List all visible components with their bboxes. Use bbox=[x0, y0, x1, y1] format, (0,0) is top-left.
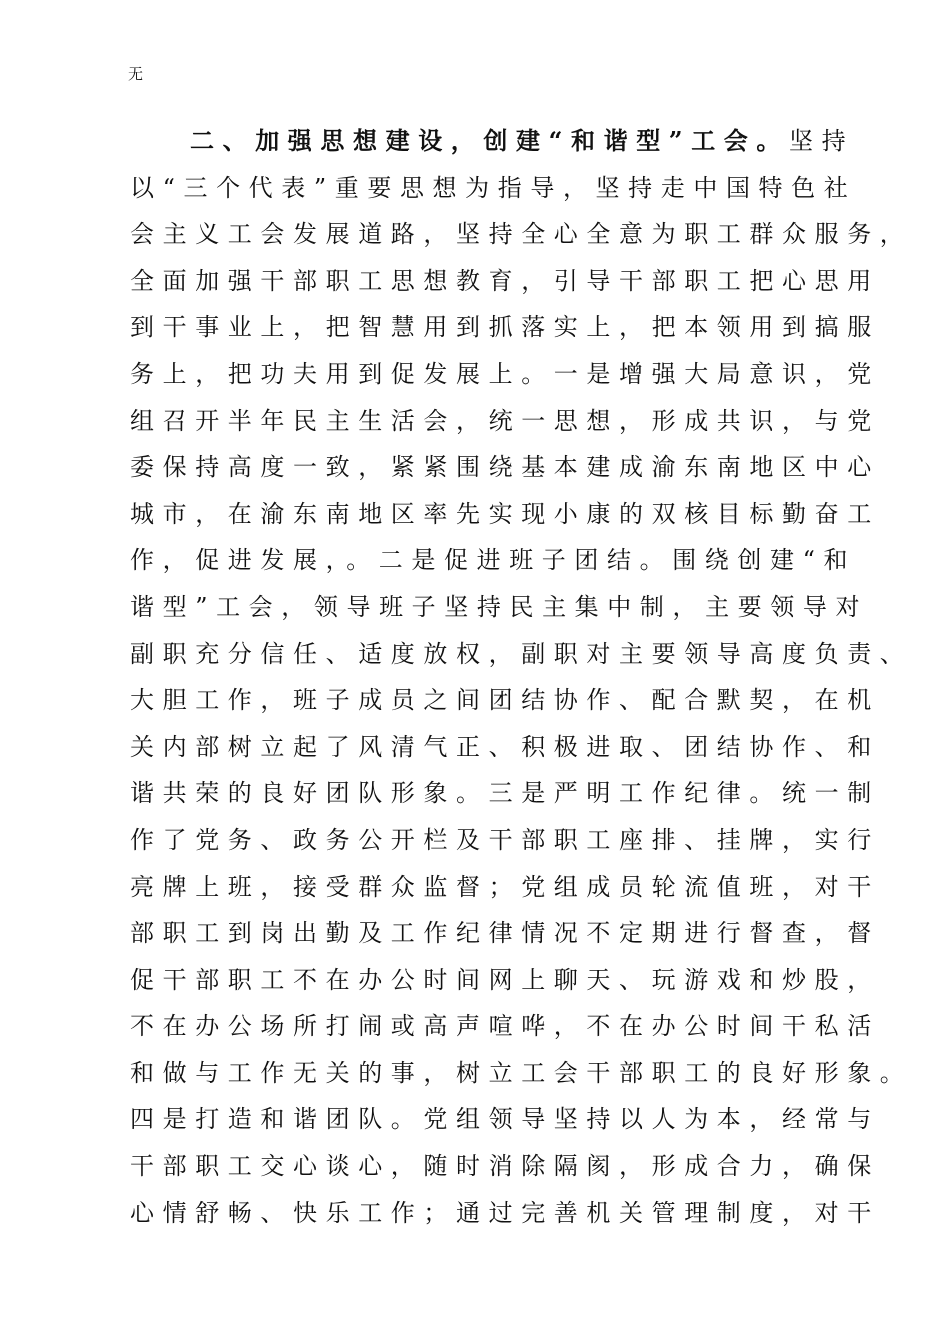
paragraph-line: 城市，在渝东南地区率先实现小康的双核目标勤奋工 bbox=[130, 499, 880, 528]
paragraph-line: 心情舒畅、快乐工作；通过完善机关管理制度，对干 bbox=[130, 1198, 880, 1227]
paragraph-line: 大胆工作，班子成员之间团结协作、配合默契，在机 bbox=[130, 686, 880, 715]
paragraph-line: 作了党务、政务公开栏及干部职工座排、挂牌，实行 bbox=[130, 825, 880, 854]
paragraph-line: 谐型”工会，领导班子坚持民主集中制，主要领导对 bbox=[130, 592, 869, 621]
paragraph-line: 组召开半年民主生活会，统一思想，形成共识，与党 bbox=[130, 406, 880, 435]
paragraph-line: 以“三个代表”重要思想为指导，坚持走中国特色社 bbox=[130, 173, 857, 202]
paragraph-line: 四是打造和谐团队。党组领导坚持以人为本，经常与 bbox=[130, 1105, 880, 1134]
paragraph-line: 亮牌上班，接受群众监督；党组成员轮流值班，对干 bbox=[130, 872, 880, 901]
paragraph-line bbox=[130, 118, 870, 165]
paragraph-line: 副职充分信任、适度放权，副职对主要领导高度负责、 bbox=[130, 639, 913, 668]
paragraph-text: 坚持 bbox=[789, 127, 855, 155]
paragraph-line: 务上，把功夫用到促发展上。一是增强大局意识，党 bbox=[130, 359, 880, 388]
paragraph-line: 谐共荣的良好团队形象。三是严明工作纪律。统一制 bbox=[130, 779, 880, 808]
paragraph-line: 作，促进发展，。二是促进班子团结。围绕创建“和 bbox=[130, 546, 857, 575]
paragraph-line: 促干部职工不在办公时间网上聊天、玩游戏和炒股， bbox=[130, 965, 880, 994]
paragraph-line: 和做与工作无关的事，树立工会干部职工的良好形象。 bbox=[130, 1058, 913, 1087]
paragraph-line: 部职工到岗出勤及工作纪律情况不定期进行督查，督 bbox=[130, 919, 880, 948]
paragraph-line: 到干事业上，把智慧用到抓落实上，把本领用到搞服 bbox=[130, 313, 880, 342]
paragraph-line: 全面加强干部职工思想教育，引导干部职工把心思用 bbox=[130, 266, 880, 295]
paragraph-line: 不在办公场所打闹或高声喧哗，不在办公时间干私活 bbox=[130, 1012, 880, 1041]
page-header: 无 bbox=[128, 65, 144, 83]
paragraph-line: 关内部树立起了风清气正、积极进取、团结协作、和 bbox=[130, 732, 880, 761]
section-heading: 二、加强思想建设，创建“和谐型”工会。 bbox=[190, 126, 790, 155]
body-paragraph bbox=[130, 118, 913, 1236]
paragraph-line: 干部职工交心谈心，随时消除隔阂，形成合力，确保 bbox=[130, 1152, 880, 1181]
paragraph-line: 委保持高度一致，紧紧围绕基本建成渝东南地区中心 bbox=[130, 453, 880, 482]
paragraph-line: 会主义工会发展道路，坚持全心全意为职工群众服务， bbox=[130, 220, 913, 249]
